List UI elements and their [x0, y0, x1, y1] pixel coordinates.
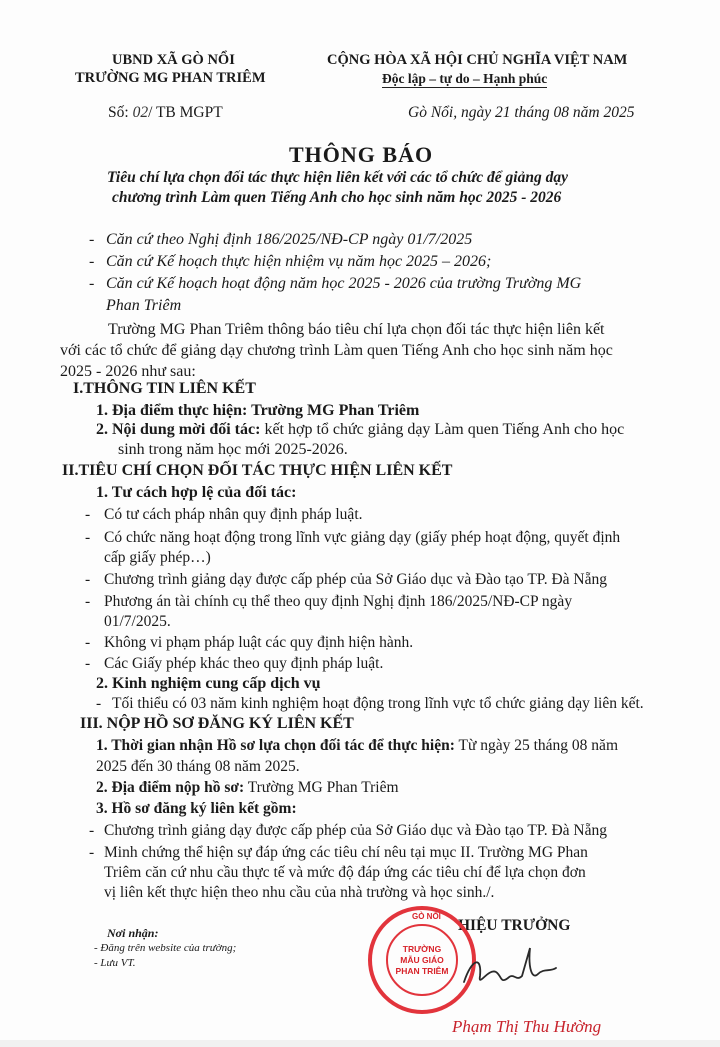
national-motto: Độc lập – tự do – Hạnh phúc: [382, 71, 548, 86]
section-3-heading: III. NỘP HỒ SƠ ĐĂNG KÝ LIÊN KẾT: [80, 715, 354, 732]
issuer-authority: UBND XÃ GÒ NỔI: [112, 52, 235, 68]
section-3-item-2: 2. Địa điểm nộp hồ sơ: Trường MG Phan Triêm: [96, 779, 399, 796]
criterion-4: Phương án tài chính cụ thể theo quy định Nghị định 186/2025/NĐ-CP ngày: [104, 593, 573, 610]
dash-marker: -: [89, 822, 95, 839]
dash-marker: -: [85, 634, 91, 651]
dash-marker: -: [89, 253, 95, 270]
page-title: THÔNG BÁO: [289, 142, 434, 167]
seal-text-2: MẪU GIÁO: [400, 954, 444, 965]
dash-marker: -: [96, 695, 102, 712]
intro-line-1: Trường MG Phan Triêm thông báo tiêu chí lựa chọn đối tác thực hiện liên kết: [108, 321, 605, 338]
section-1-heading: I.THÔNG TIN LIÊN KẾT: [73, 380, 256, 397]
document-1: Chương trình giảng dạy được cấp phép của Sở Giáo dục và Đào tạo TP. Đà Nẵng: [104, 822, 607, 839]
criterion-5: Không vi phạm pháp luật các quy định hiện hành.: [104, 634, 414, 651]
subtitle-line-1: Tiêu chí lựa chọn đối tác thực hiện liên kết với các tổ chức để giảng dạy: [107, 169, 568, 186]
document-number: Số: 02/ TB MGPT: [108, 104, 223, 121]
dash-marker: -: [89, 275, 95, 292]
section-3-item-1-cont: 2025 đến 30 tháng 08 năm 2025.: [96, 758, 300, 775]
section-2-sub-2: 2. Kinh nghiệm cung cấp dịch vụ: [96, 675, 321, 692]
intro-line-3: 2025 - 2026 như sau:: [60, 363, 196, 380]
intro-line-2: với các tổ chức để giảng dạy chương trình Làm quen Tiếng Anh cho học sinh năm học: [60, 342, 613, 359]
section-1-item-1: 1. Địa điểm thực hiện: Trường MG Phan Triêm: [96, 402, 420, 419]
document-2-cont-2: vị liên kết thực hiện theo nhu cầu của nhà trường và học sinh./.: [104, 884, 495, 901]
dash-marker: -: [85, 506, 91, 523]
subtitle-line-2: chương trình Làm quen Tiếng Anh cho học sinh năm học 2025 - 2026: [112, 189, 562, 206]
basis-3-cont: Phan Triêm: [106, 297, 182, 314]
section-3-item-3: 3. Hồ sơ đăng ký liên kết gồm:: [96, 800, 297, 817]
bottom-strip: [0, 1040, 720, 1047]
section-2-heading: II.TIÊU CHÍ CHỌN ĐỐI TÁC THỰC HIỆN LIÊN KẾT: [62, 462, 453, 479]
experience-criterion: Tối thiểu có 03 năm kinh nghiệm hoạt động trong lĩnh vực tổ chức giảng dạy liên kết.: [112, 695, 644, 712]
dash-marker: -: [89, 231, 95, 248]
criterion-2: Có chức năng hoạt động trong lĩnh vực giảng dạy (giấy phép hoạt động, quyết định: [104, 529, 621, 546]
criterion-2-cont: cấp giấy phép…): [104, 549, 211, 566]
basis-1: Căn cứ theo Nghị định 186/2025/NĐ-CP ngày 01/7/2025: [106, 231, 473, 248]
section-2-sub-1: 1. Tư cách hợp lệ của đối tác:: [96, 484, 297, 501]
criterion-4-cont: 01/7/2025.: [104, 613, 171, 630]
section-1-item-2: 2. Nội dung mời đối tác: kết hợp tổ chức giảng dạy Làm quen Tiếng Anh cho học: [96, 421, 625, 438]
dash-marker: -: [85, 655, 91, 672]
criterion-1: Có tư cách pháp nhân quy định pháp luật.: [104, 506, 363, 523]
seal-ring-text: GÒ NỔI: [412, 912, 441, 921]
recipient-1: - Đăng trên website của trường;: [94, 942, 237, 954]
recipient-2: - Lưu VT.: [94, 957, 136, 969]
criterion-3: Chương trình giảng dạy được cấp phép của Sở Giáo dục và Đào tạo TP. Đà Nẵng: [104, 571, 607, 588]
document-2-cont: Triêm căn cứ nhu cầu thực tế và mức độ đáp ứng các tiêu chí để lựa chọn đơn: [104, 864, 586, 881]
signer-name: Phạm Thị Thu Hường: [452, 1017, 602, 1036]
dash-marker: -: [85, 529, 91, 546]
document-date: Gò Nổi, ngày 21 tháng 08 năm 2025: [408, 104, 635, 121]
seal-center: [386, 924, 458, 996]
seal-text-3: PHAN TRIÊM: [395, 965, 449, 976]
criterion-6: Các Giấy phép khác theo quy định pháp luật.: [104, 655, 384, 672]
seal-text-1: TRƯỜNG: [402, 943, 442, 954]
document-2: Minh chứng thể hiện sự đáp ứng các tiêu chí nêu tại mục II. Trường MG Phan: [104, 844, 588, 861]
section-1-item-2-cont: sinh trong năm học mới 2025-2026.: [118, 441, 348, 458]
basis-3: Căn cứ Kế hoạch hoạt động năm học 2025 - 2026 của trường Trường MG: [106, 275, 582, 292]
dash-marker: -: [85, 571, 91, 588]
recipients-label: Nơi nhận:: [107, 926, 159, 940]
section-3-item-1: 1. Thời gian nhận Hồ sơ lựa chọn đối tác để thực hiện: Từ ngày 25 tháng 08 năm: [96, 737, 618, 754]
issuer-school: TRƯỜNG MG PHAN TRIÊM: [75, 70, 266, 86]
handwritten-signature: [458, 938, 578, 998]
dash-marker: -: [89, 844, 95, 861]
dash-marker: -: [85, 593, 91, 610]
basis-2: Căn cứ Kế hoạch thực hiện nhiệm vụ năm học 2025 – 2026;: [106, 253, 492, 270]
national-title: CỘNG HÒA XÃ HỘI CHỦ NGHĨA VIỆT NAM: [327, 52, 628, 68]
signer-position: HIỆU TRƯỞNG: [458, 917, 571, 934]
